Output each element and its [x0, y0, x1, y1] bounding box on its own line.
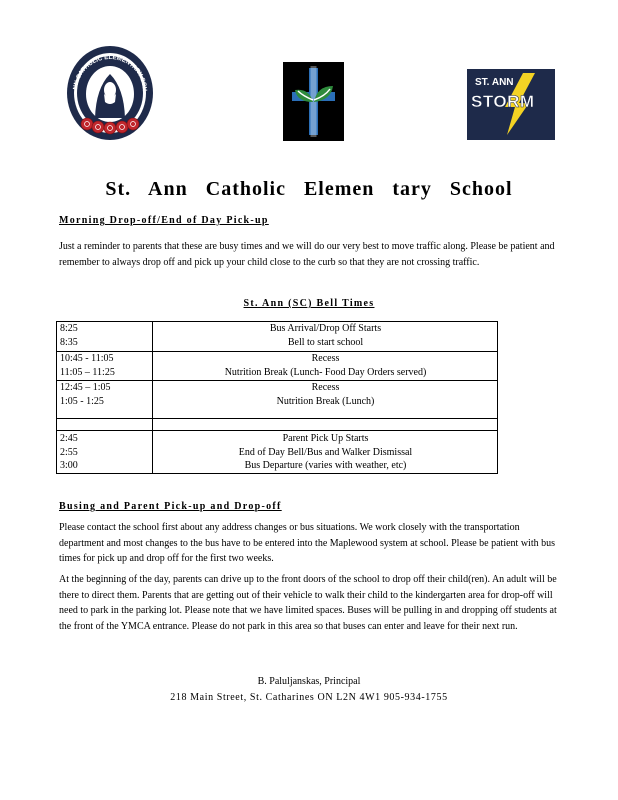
table-row [57, 352, 497, 381]
morning-paragraph: Just a reminder to parents that these are busy times and we will do our very best to move traffic along. Please be patient and remember to always drop off and pick up your child close to the curb so that they are not crossing traffic. [59, 241, 555, 268]
desc-cell: Recess [311, 382, 340, 393]
storm-logo [467, 69, 555, 140]
time-cell: 11:05 – 11:25 [60, 366, 115, 378]
busing-heading: Busing and Parent Pick-up and Drop-off [59, 501, 282, 512]
table-row [57, 322, 497, 352]
page-title: St. Ann Catholic Elemen tary School [105, 178, 513, 200]
table-row [57, 381, 497, 419]
storm-top-text: ST. ANN [475, 77, 514, 88]
school-seal-logo [65, 44, 155, 142]
school-address: 218 Main Street, St. Catharines ON L2N 4W1 905-934-1755 [170, 691, 448, 703]
desc-cell: Nutrition Break (Lunch) [276, 395, 375, 407]
busing-paragraph-1: Please contact the school first about any address changes or bus situations. We work closely with the transportation department and most changes to the bus have to be entered into the Maplewood system at school. Please be patient with bus times for pick up and drop off for the first two weeks. [59, 522, 555, 564]
table-row [57, 431, 497, 473]
desc-cell: Nutrition Break (Lunch- Food Day Orders served) [224, 366, 427, 378]
busing-paragraph-2: At the beginning of the day, parents can drive up to the front doors of the school to drop off their child(ren). An adult will be there to direct them. Parents that are getting out of their vehicle to walk their child to the kindergarten area for drop-off will need to park in the parking lot. Please note that we have limited spaces. Buses will be pulling in and dropping off students at the front of the YMCA entrance. Please do not park in this area so that buses can enter and leave for their next run. [59, 574, 557, 632]
seal-arc-text: NN CATHOLIC ELEMENTARY SCH [72, 53, 149, 92]
desc-cell: Parent Pick Up Starts [282, 433, 369, 444]
bell-times-table [56, 321, 498, 474]
time-cell: 12:45 – 1:05 [60, 382, 111, 393]
time-cell: 1:05 - 1:25 [60, 395, 104, 407]
time-cell: 8:35 [60, 336, 78, 348]
table-row-empty [57, 419, 497, 431]
time-cell: 2:55 [60, 446, 78, 458]
desc-cell: Bus Departure (varies with weather, etc) [244, 460, 407, 471]
desc-cell: End of Day Bell/Bus and Walker Dismissal [238, 446, 413, 458]
time-cell: 10:45 - 11:05 [60, 353, 114, 364]
storm-bottom-text: STORM [471, 92, 535, 111]
cross-logo [283, 62, 344, 141]
desc-cell: Bell to start school [287, 336, 364, 348]
bell-times-heading: St. Ann (SC) Bell Times [243, 298, 375, 309]
time-cell: 2:45 [60, 433, 78, 444]
desc-cell: Recess [311, 353, 340, 364]
morning-heading: Morning Drop-off/End of Day Pick-up [59, 215, 269, 226]
time-cell: 8:25 [60, 323, 78, 334]
footer [0, 674, 618, 705]
desc-cell: Bus Arrival/Drop Off Starts [269, 323, 382, 334]
time-cell: 3:00 [60, 460, 78, 471]
principal-name: B. Paluljanskas, Principal [257, 676, 361, 687]
